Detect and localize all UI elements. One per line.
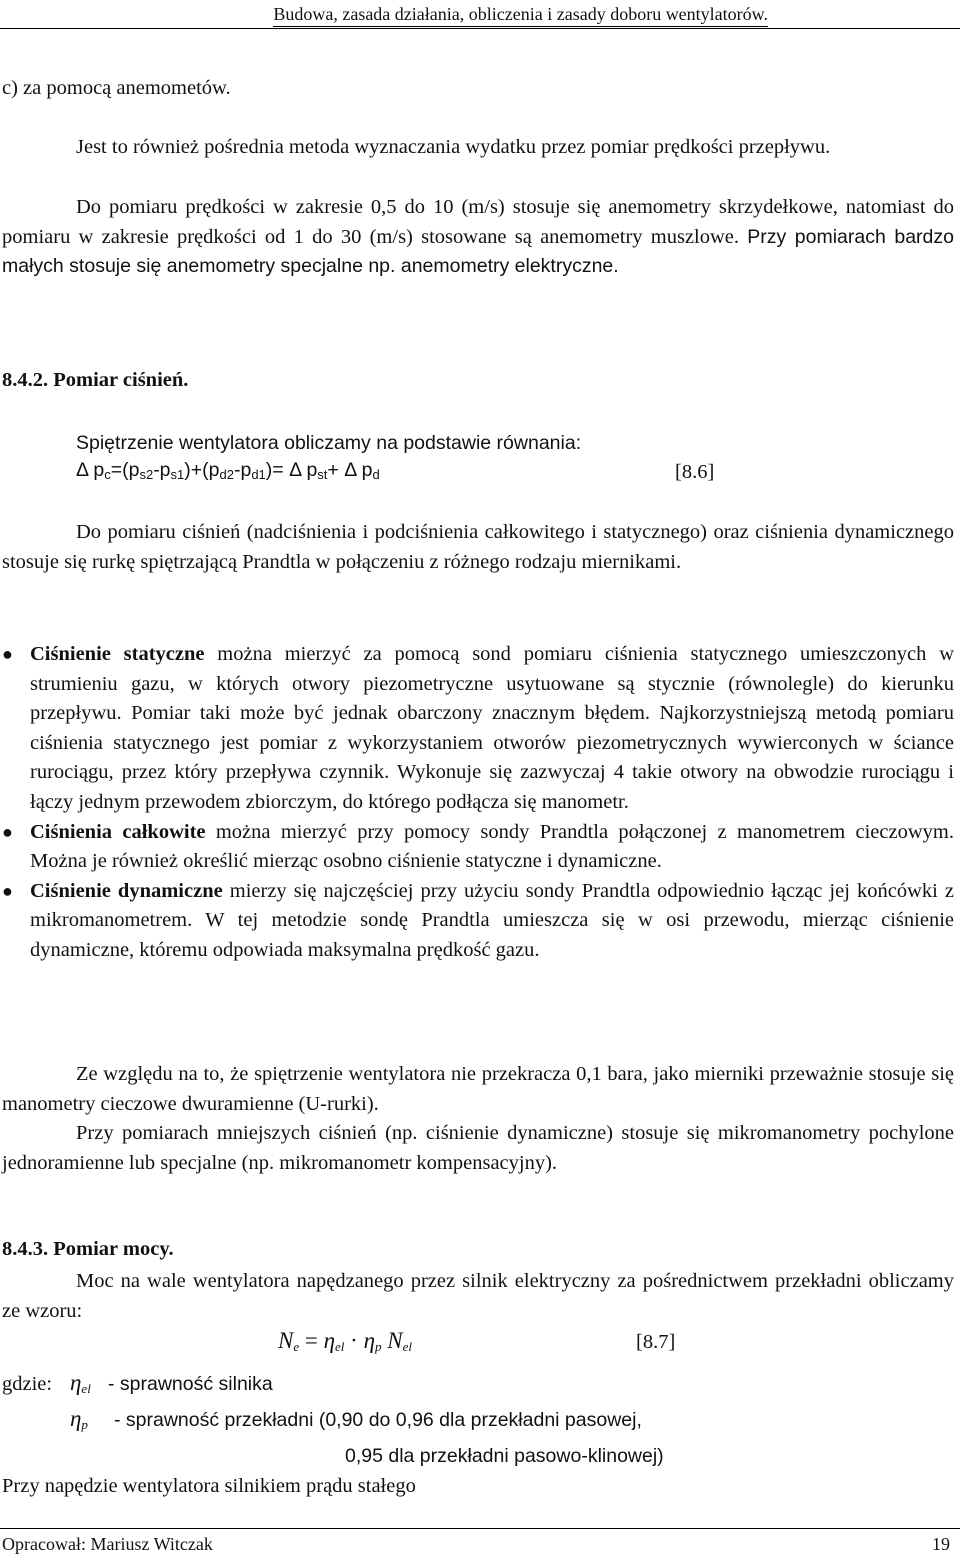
paragraph-8: Przy napędzie wentylatora silnikiem prądu stałego	[2, 1475, 416, 1497]
section-843-heading: 8.4.3. Pomiar mocy.	[2, 1238, 174, 1260]
paragraph-3: Spiętrzenie wentylatora obliczamy na podstawie równania:	[76, 432, 582, 454]
paragraph-6: Przy pomiarach mniejszych ciśnień (np. ciśnienie dynamiczne) stosuje się mikromanometry pochylone jednoramienne lub specjalne (np. mikromanometr kompensacyjny).	[2, 1122, 954, 1174]
bullet-dynamic-pressure: ● Ciśnienie dynamiczne mierzy się najczęściej przy użyciu sondy Prandtla odpowiednio łącząc jej końcówki z mikromanometrem. W tej metodzie sondę Prandtla umieszcza się w osi przewodu, mierząc ciśnienie dynamiczne, któremu odpowiada maksymalna prędkość gazu.	[2, 879, 954, 961]
equation-8-7-number: [8.7]	[636, 1331, 676, 1353]
section-842-heading: 8.4.2. Pomiar ciśnień.	[2, 369, 189, 391]
where-label: gdzie:	[2, 1373, 53, 1395]
bullet-total-pressure: ● Ciśnienia całkowite można mierzyć przy pomocy sondy Prandtla połączonej z manometrem cieczowym. Można je również określić mierząc osobno ciśnienie statyczne i dynamiczne.	[2, 820, 954, 873]
page-header: Budowa, zasada działania, obliczenia i zasady doboru wentylatorów.	[273, 4, 768, 27]
pressure-bullet-list	[0, 640, 954, 966]
paragraph-2: Do pomiaru prędkości w zakresie 0,5 do 10 (m/s) stosuje się anemometry skrzydełkowe, natomiast do pomiaru w zakresie prędkości od 1 do 30 (m/s) stosowane są anemometry muszlowe. Przy pomiarach bardzo małych stosuje się anemometry specjalne np. anemometry elektryczne.	[2, 196, 954, 278]
section-c-heading: c) za pomocą anemometów.	[2, 77, 231, 99]
paragraph-7: Moc na wale wentylatora napędzanego przez silnik elektryczny za pośrednictwem przekładni obliczamy ze wzoru:	[2, 1270, 954, 1322]
paragraph-1: Jest to również pośrednia metoda wyznaczania wydatku przez pomiar prędkości przepływu.	[76, 136, 831, 158]
eta-el-definition: - sprawność silnika	[108, 1373, 273, 1395]
equation-8-7: $N_e = \eta_{el} \cdot \eta_p$ $N_{el}$	[278, 1328, 412, 1354]
footer-author: Opracował: Mariusz Witczak	[2, 1534, 213, 1554]
paragraph-5: Ze względu na to, że spiętrzenie wentylatora nie przekracza 0,1 bara, jako mierniki przeważnie stosuje się manometry cieczowe dwuramienne (U-rurki).	[2, 1063, 954, 1115]
eta-p-symbol: $\eta_p$	[70, 1406, 88, 1432]
equation-8-6-number: [8.6]	[675, 461, 715, 483]
eta-el-symbol: $\eta_{el}$	[70, 1370, 91, 1396]
page-footer	[2, 1534, 950, 1555]
footer-divider	[0, 1528, 960, 1529]
paragraph-4: Do pomiaru ciśnień (nadciśnienia i podciśnienia całkowitego i statycznego) oraz ciśnienia dynamicznego stosuje się rurkę spiętrzającą Prandtla w połączeniu z różnego rodzaju miernikami.	[2, 521, 954, 573]
header-divider	[0, 28, 960, 29]
eta-p-definition: - sprawność przekładni (0,90 do 0,96 dla przekładni pasowej,	[114, 1409, 642, 1431]
page-number: 19	[932, 1534, 950, 1554]
equation-8-6: Δ $p_c=(p_{s2}-p_{s1})+(p_{d2}-p_{d1})= \Delta$ $p_{st}+ \Delta$ $p_d$	[76, 459, 380, 482]
bullet-static-pressure: ● Ciśnienie statyczne można mierzyć za pomocą sond pomiaru ciśnienia statycznego umieszczonych w strumieniu gazu, w których otwory piezometryczne usytuowane są stycznie (równolegle) do kierunku przepływu. Pomiar taki może być jednak obarczony znacznym błędem. Najkorzystniejszą metodą pomiaru ciśnienia statycznego jest pomiar z wykorzystaniem otworów piezometrycznych wywierconych w ściance rurociągu, przez który przepływa czynnik. Wykonuje się zazwyczaj 4 takie otwory na obwodzie rurociągu i łączy jednym przewodem zbiorczym, do którego podłącza się manometr.	[2, 643, 954, 813]
eta-p-definition-cont: 0,95 dla przekładni pasowo-klinowej)	[345, 1445, 664, 1467]
